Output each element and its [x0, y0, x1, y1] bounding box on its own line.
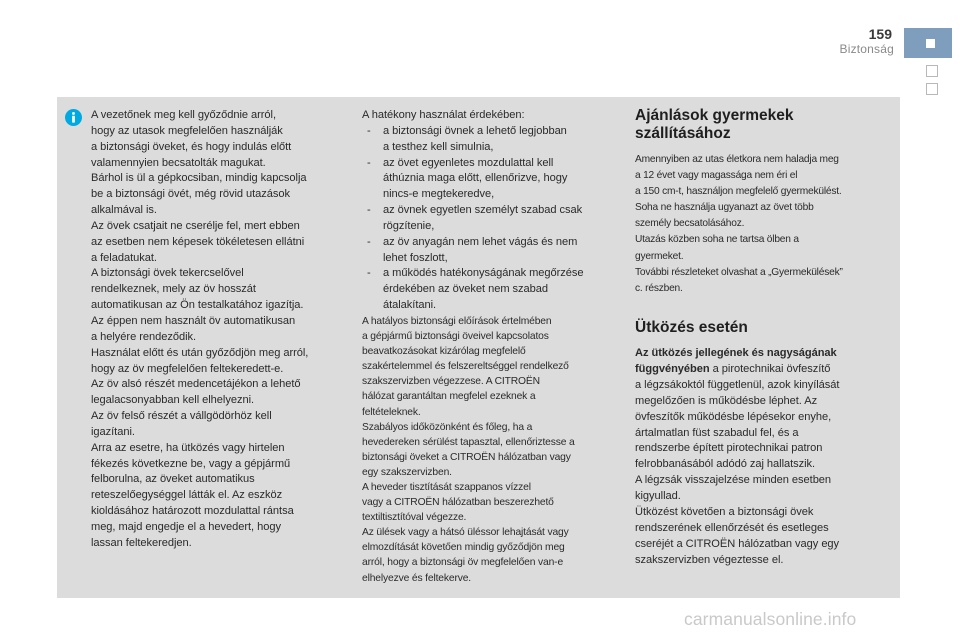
text-line: rendelkeznek, mely az öv hosszát — [91, 283, 256, 296]
text-line: c. részben. — [635, 282, 683, 294]
bullet-continuation: lehet foszlott, — [383, 251, 448, 264]
text-line: Az ülések vagy a hátsó üléssor lehajtását vagy — [362, 527, 569, 539]
text-line: rendszerbe épített pirotechnikai patron — [635, 442, 823, 455]
bullet-item: - az övet egyenletes mozdulattal kell — [362, 156, 620, 172]
heading-line: Ajánlások gyermekek — [635, 107, 794, 124]
text-line: A heveder tisztítását szappanos vízzel — [362, 482, 531, 493]
bullet-item: - a működés hatékonyságának megőrzése — [362, 266, 620, 282]
text-line: legalacsonyabban kell elhelyezni. — [91, 394, 255, 407]
page-number: 159 — [868, 26, 892, 42]
text-line: automatikusan az Ön testalkatához igazítja. — [91, 299, 304, 312]
text-line: Bárhol is ül a gépkocsiban, mindig kapcsolja — [91, 172, 307, 185]
text-line: ártalmatlan füst szabadul fel, és a — [635, 426, 799, 439]
bullet-continuation: átalakítani. — [383, 299, 437, 312]
watermark: carmanualsonline.info — [684, 609, 857, 629]
text-line: hevedereken sérülést tapasztal, ellenőriztesse a — [362, 436, 575, 448]
text-line: kigyullad. — [635, 490, 681, 503]
text-line: A hatályos biztonsági előírások értelmében — [362, 315, 552, 327]
text-line: szakszervizben végeztesse el. — [635, 553, 784, 566]
text-line: fékezés következne be, vagy a gépjármű — [91, 457, 291, 470]
text-line: Amennyiben az utas életkora nem haladja meg — [635, 154, 839, 165]
bullet-item: - a biztonsági övnek a lehető legjobban — [362, 124, 620, 140]
text-line: Soha ne használja ugyanazt az övet több — [635, 202, 814, 214]
text-line: elmozdítását követően mindig győződjön meg — [362, 542, 565, 554]
bullet-continuation: áthúznia maga előtt, ellenőrizve, hogy — [383, 172, 568, 185]
text-line: biztonsági öveket a CITROËN hálózatban vagy — [362, 451, 571, 463]
child-transport-text — [635, 152, 843, 297]
text-line: meg, majd engedje el a hevedert, hogy — [91, 520, 281, 533]
text-line: hogy az utasok megfelelően használják — [91, 124, 283, 137]
text-line: valamennyien becsatolták magukat. — [91, 156, 266, 169]
text-line: szakszervizben végezzese. A CITROËN — [362, 376, 540, 388]
text-line: egy szakszervizben. — [362, 466, 452, 478]
child-transport-heading — [635, 107, 794, 142]
text-line: a helyére rendeződik. — [91, 330, 197, 343]
text-line: a 12 évet vagy magassága nem éri el — [635, 170, 798, 182]
text-line: a biztonsági öveket, és hogy indulás előtt — [91, 140, 292, 153]
text-line: hogy az öv megfelelően feltekeredett-e. — [91, 362, 284, 375]
text-line: elhelyezve és feltekerve. — [362, 572, 472, 584]
text-line: Szabályos időközönként és főleg, ha a — [362, 421, 533, 433]
text-line: Arra az esetre, ha ütközés vagy hirtelen — [91, 441, 285, 454]
heading-line: szállításához — [635, 124, 731, 142]
text-line: igazítani. — [91, 425, 135, 438]
text-line: Használat előtt és után győződjön meg arról, — [91, 346, 309, 359]
text-line: beavatkozásokat kizárólag megfelelő — [362, 346, 526, 358]
maintenance-text — [362, 314, 620, 586]
text-line: hálózat garantáltan megfelel ezeknek a — [362, 391, 536, 403]
text-line: A biztonsági övek tekercselővel — [91, 267, 244, 280]
bullet-continuation: érdekében az öveket nem szabad — [383, 283, 549, 296]
section-title: Biztonság — [839, 42, 894, 56]
text-line: gyermeket. — [635, 250, 684, 262]
text-line: textiltisztítóval végezze. — [362, 512, 467, 524]
text-line: Az öv felső részét a vállgödörhöz kell — [91, 410, 272, 423]
text-line: lassan feltekeredjen. — [91, 536, 192, 549]
text-line: alkalmával is. — [91, 204, 157, 217]
text-line: Az övek csatjait ne cserélje fel, mert ebben — [91, 219, 300, 232]
text-line: személy becsatolásához. — [635, 218, 745, 230]
text-line: reteszelőegységgel látták el. Az eszköz — [91, 489, 283, 502]
bold-line: Az ütközés jellegének és nagyságának — [635, 347, 837, 359]
bullet-continuation: a testhez kell simulnia, — [383, 140, 494, 153]
text-line: szakértelemmel és felszereltséggel rendelkező — [362, 361, 569, 373]
text-line: rendszerének ellenőrzését és esetleges — [635, 521, 829, 534]
text-line: a feladatukat. — [91, 251, 157, 264]
bullet-continuation: rögzítenie, — [383, 219, 435, 232]
tab-square-icon — [926, 39, 935, 48]
text-line: Az éppen nem használt öv automatikusan — [91, 314, 296, 327]
text-line: Utazás közben soha ne tartsa ölben a — [635, 234, 799, 246]
text-line: A vezetőnek meg kell győződnie arról, — [91, 109, 276, 121]
info-icon — [65, 109, 82, 126]
text-line: be a biztonsági övét, még rövid utazások — [91, 188, 291, 201]
text-line: felborulna, az öveket automatikus — [91, 473, 255, 486]
text-line: az esetben nem képesek tökéletesen ellátni — [91, 235, 305, 248]
bullet-item: - az öv anyagán nem lehet vágás és nem — [362, 235, 620, 251]
bold-line: függvényében — [635, 362, 710, 375]
text-line: A légzsák visszajelzése minden esetben — [635, 474, 832, 487]
bullet-continuation: nincs-e megtekeredve, — [383, 188, 495, 201]
text-line: arról, hogy a biztonsági öv megfelelően van-e — [362, 557, 564, 569]
text-line: megelőzően is működésbe léphet. Az — [635, 394, 818, 407]
text-line: cseréjét a CITROËN hálózatban vagy egy — [635, 537, 840, 550]
text-line: övfeszítők működésbe lépésekor enyhe, — [635, 410, 832, 423]
text-line: vagy a CITROËN hálózatban beszerezhető — [362, 497, 554, 509]
text-line: Ütközést követően a biztonsági övek — [635, 506, 814, 519]
chapter-tab[interactable] — [904, 28, 952, 58]
text-run: a pirotechnikai övfeszítő — [709, 362, 831, 375]
middle-column — [362, 108, 620, 586]
chapter-marker-empty-1[interactable] — [926, 65, 938, 77]
text-line: a gépjármű biztonsági öveivel kapcsolatos — [362, 331, 549, 343]
text-line: felrobbanásából adódó zaj hallatszik. — [635, 458, 816, 471]
crash-text — [635, 346, 839, 569]
text-line: kioldásához határozott mozdulattal rántsa — [91, 505, 294, 518]
text-line: a légzsákoktól függetlenül, azok kinyílását — [635, 378, 840, 391]
text-line: a 150 cm-t, használjon megfelelő gyermekülést. — [635, 186, 842, 198]
chapter-marker-empty-2[interactable] — [926, 83, 938, 95]
text-line: További részleteket olvashat a „Gyermekülések” — [635, 266, 843, 278]
text-line: feltételeknek. — [362, 406, 421, 418]
text-line: Az öv alsó részét medencetájékon a lehető — [91, 378, 301, 391]
crash-heading: Ütközés esetén — [635, 319, 748, 336]
left-column — [91, 108, 308, 552]
intro-line: A hatékony használat érdekében: — [362, 109, 525, 121]
bullet-item: - az övnek egyetlen személyt szabad csak — [362, 203, 620, 219]
